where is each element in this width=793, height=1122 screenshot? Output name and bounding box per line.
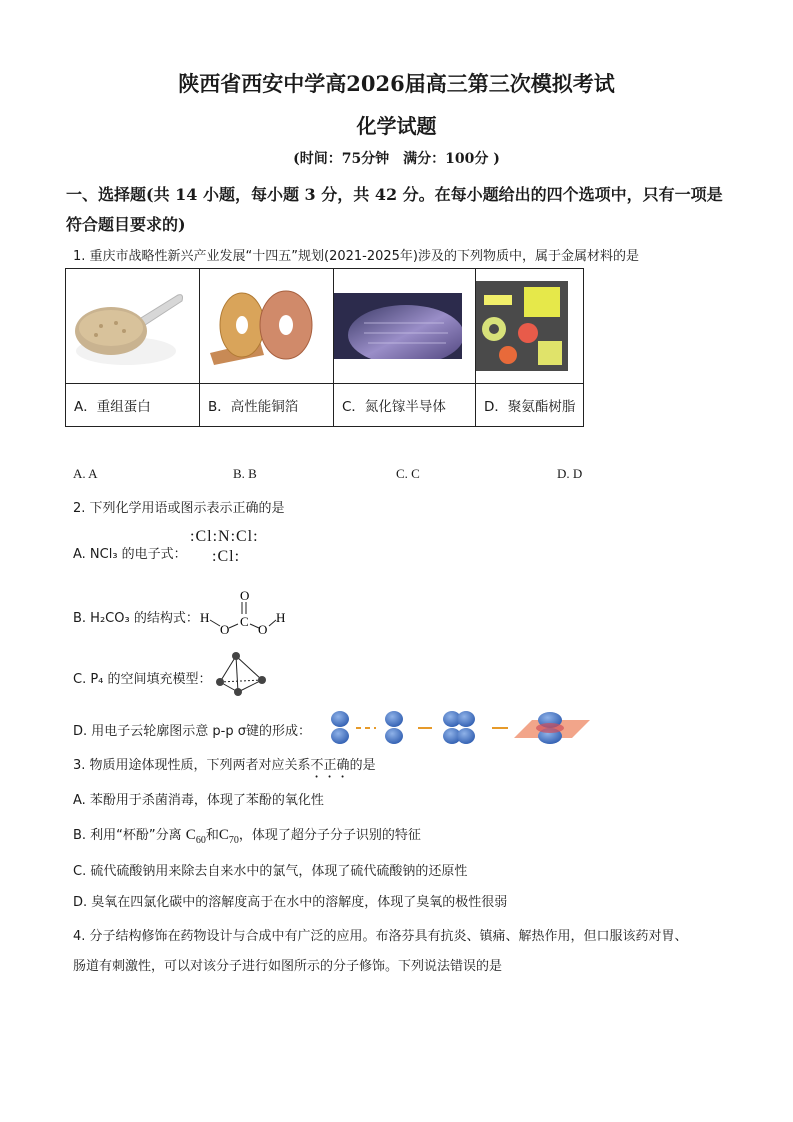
ncl3-formula-bottom: :Cl: [212,548,241,565]
ncl3-electron-formula [190,527,259,567]
q3-option-b-mid: 和 [205,828,219,843]
protein-powder-icon [66,281,199,371]
p4-model-icon [214,650,270,698]
exam-meta: (时间：75分钟 满分：100分 ) [293,151,500,167]
struct-h-left: H [200,610,210,625]
q2-option-d-label[interactable]: D. 用电子云轮廓图示意 p-p σ键的形成： [73,724,311,739]
struct-c: C [240,614,249,629]
q1-answer-c[interactable]: C. C [396,466,420,481]
q1-stem: 1. 重庆市战略性新兴产业发展“十四五”规划(2021-2025年)涉及的下列物质中，属于金属材料的是 [73,249,640,264]
q1-answer-a[interactable]: A. A [73,466,98,481]
q3-option-b-pre: B. 利用“杯酚”分离 [73,828,186,843]
q3-stem-post: 的是 [349,758,376,773]
q4-stem-line1: 4. 分子结构修饰在药物设计与合成中有广泛的应用。布洛芬具有抗炎、镇痛、解热作用，但口服该药对胃、 [73,929,688,944]
c60-symbol: $C_{60}$ [185,827,206,846]
q4-stem-line2: 肠道有刺激性，可以对该分子进行如图所示的分子修饰。下列说法错误的是 [73,959,503,974]
q2-option-b-label[interactable]: B. H₂CO₃ 的结构式： [73,611,199,626]
q1-answer-d[interactable]: D. D [557,466,583,481]
section-heading-line2: 符合题目要求的) [66,215,186,234]
q3-option-b[interactable] [73,824,421,846]
struct-o-right: O [258,622,268,637]
q3-option-c[interactable]: C. 硫代硫酸钠用来除去自来水中的氯气，体现了硫代硫酸钠的还原性 [73,864,468,879]
q1-cell-b-image [200,269,334,384]
h2co3-structure [196,588,296,638]
semiconductor-wafer-icon [334,293,475,359]
q3-option-a[interactable]: A. 苯酚用于杀菌消毒，体现了苯酚的氧化性 [73,793,324,808]
ncl3-formula-top: :Cl:N:Cl: [190,528,259,545]
subject-title: 化学试题 [356,114,437,138]
copper-foil-icon [200,281,333,371]
q3-stem-emphasis: 不正确 [310,758,350,773]
q3-option-d[interactable]: D. 臭氧在四氯化碳中的溶解度高于在水中的溶解度，体现了臭氧的极性很弱 [73,895,508,910]
section-heading-line1: 一、选择题(共 14 小题，每小题 3 分，共 42 分。在每小题给出的四个选项中，只有一项是 [66,185,723,204]
q1-cell-c-label: C．氮化镓半导体 [334,384,476,427]
struct-h-right: H [276,610,286,625]
polyurethane-parts-icon [476,281,583,371]
exam-title: 陕西省西安中学高2026届高三第三次模拟考试 [178,71,615,96]
q3-option-b-post: ，体现了超分子分子识别的特征 [238,828,421,843]
q1-cell-c-image [334,269,476,384]
q3-stem-pre: 3. 物质用途体现性质，下列两者对应关系 [73,758,311,773]
q2-option-c-label[interactable]: C. P₄ 的空间填充模型： [73,672,212,687]
q2-option-a-label[interactable]: A. NCl₃ 的电子式： [73,547,187,562]
q1-options-table [65,268,584,427]
q1-cell-b-label: B．高性能铜箔 [200,384,334,427]
struct-o-top: O [240,588,250,603]
q1-cell-a-label: A．重组蛋白 [66,384,200,427]
q3-stem [73,754,376,781]
q1-cell-d-label: D．聚氨酯树脂 [476,384,584,427]
struct-o-left: O [220,622,230,637]
q1-answer-b[interactable]: B. B [233,466,257,481]
q2-stem: 2. 下列化学用语或图示表示正确的是 [73,501,285,516]
q1-cell-a-image [66,269,200,384]
c70-symbol: $C_{70}$ [218,827,239,846]
q1-cell-d-image [476,269,584,384]
p-p-sigma-bond-diagram [328,710,598,746]
